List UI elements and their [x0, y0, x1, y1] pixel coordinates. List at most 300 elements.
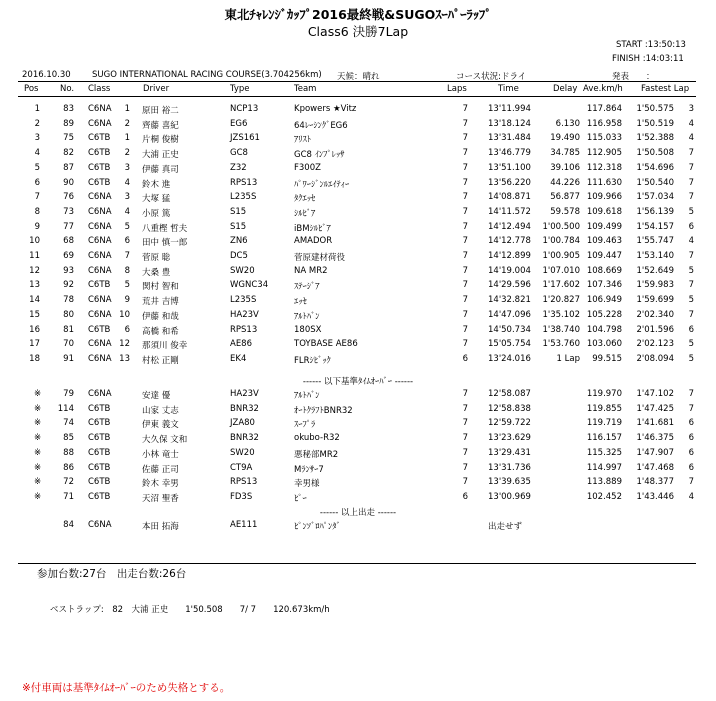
cell-fastest: 2'08.094: [636, 353, 674, 364]
cell-cpos: 8: [124, 265, 130, 276]
cell-time: 14'12.494: [488, 221, 531, 232]
cell-pos: 5: [34, 162, 40, 173]
entries-count: 参加台数:27台 出走台数:26台: [37, 568, 187, 580]
cell-team: GC8 ｲﾝﾌﾟﾚｯｻ: [294, 150, 345, 161]
cell-time: 12'58.838: [488, 403, 531, 414]
cell-type: L235S: [230, 295, 257, 306]
cell-time: 13'24.016: [488, 353, 531, 364]
cell-laps: 7: [462, 192, 468, 203]
cell-type: L235S: [230, 192, 257, 203]
cell-fastest: 1'56.139: [636, 206, 674, 217]
cell-ave: 102.452: [586, 491, 622, 502]
cell-team: 幸男様: [294, 479, 320, 490]
cell-mark: ※: [34, 403, 42, 414]
cell-team: iBMｼﾙﾋﾞｱ: [294, 223, 331, 234]
cell-flap: 7: [688, 389, 694, 399]
cell-driver: 伊藤 和哉: [142, 311, 179, 322]
cell-type: EG6: [230, 118, 248, 129]
cell-no: 72: [63, 477, 74, 488]
cell-type: BNR32: [230, 433, 259, 444]
cell-type: JZA80: [230, 418, 255, 429]
cell-laps: 7: [462, 324, 468, 335]
cell-no: 83: [63, 104, 74, 114]
cell-laps: 7: [462, 133, 468, 144]
cell-delay: 1'00.500: [542, 221, 580, 232]
col-fastest: Fastest Lap: [641, 84, 690, 94]
col-ave: Ave.km/h: [583, 84, 623, 94]
col-delay: Delay: [553, 84, 578, 94]
cell-time: 13'11.994: [488, 104, 531, 114]
cell-pos: 6: [34, 177, 40, 188]
cell-class: C6TB: [88, 177, 111, 188]
cell-team: ｵｰﾄｸﾗﾌﾄBNR32: [294, 405, 353, 416]
cell-type: DC5: [230, 251, 248, 261]
cell-fastest: 1'59.983: [636, 280, 674, 291]
cell-flap: 7: [688, 162, 694, 173]
cell-flap: 6: [688, 324, 694, 335]
cell-flap: 7: [688, 148, 694, 159]
cell-type: BNR32: [230, 403, 259, 414]
cell-cpos: 1: [124, 104, 130, 114]
cell-no: 69: [63, 251, 74, 261]
cell-type: S15: [230, 221, 247, 232]
cell-time: 14'47.096: [488, 309, 531, 320]
cell-mark: ※: [34, 491, 42, 502]
cell-delay: 1'17.602: [542, 280, 580, 291]
cell-flap: 7: [688, 177, 694, 188]
cell-pos: 16: [29, 324, 40, 335]
cell-team: ｱﾘｽﾄ: [294, 135, 312, 146]
cell-delay: 59.578: [550, 206, 580, 217]
cell-laps: 6: [462, 491, 468, 502]
cell-fastest: 1'55.747: [636, 236, 674, 247]
cell-laps: 7: [462, 221, 468, 232]
cell-fastest: 1'47.468: [636, 462, 674, 473]
cell-flap: 7: [688, 251, 694, 261]
cell-delay: 1'35.102: [542, 309, 580, 320]
cell-delay: 39.106: [550, 162, 580, 173]
cell-mark: ※: [34, 447, 42, 458]
cell-team: ｼﾙﾋﾞｱ: [294, 208, 316, 219]
cell-type: AE111: [230, 520, 258, 530]
cell-laps: 7: [462, 206, 468, 217]
track-condition: コース状況:ドライ: [456, 72, 527, 82]
cell-team: TOYBASE AE86: [294, 339, 358, 350]
page-subtitle: Class6 決勝7Lap: [307, 24, 409, 39]
cell-ave: 115.325: [586, 447, 622, 458]
cell-time: 14'50.734: [488, 324, 531, 335]
cell-class: C6TB: [88, 491, 111, 502]
cell-no: 80: [63, 309, 74, 320]
cell-ave: 104.798: [586, 324, 622, 335]
cell-cpos: 10: [119, 309, 130, 320]
cell-class: C6NA: [88, 118, 112, 129]
cell-time: 13'56.220: [488, 177, 531, 188]
dns-separator: ------ 以上出走 ------: [319, 508, 397, 518]
cell-time: 13'51.100: [488, 162, 531, 173]
cell-pos: 9: [34, 221, 40, 232]
cell-driver: 大久保 文和: [142, 435, 188, 446]
cell-mark: ※: [34, 477, 42, 488]
cell-time: 15'05.754: [488, 339, 531, 350]
cell-cpos: 3: [124, 162, 130, 173]
cell-time: 12'58.087: [488, 389, 531, 399]
cell-type: HA23V: [230, 309, 259, 320]
cell-time: 14'08.871: [488, 192, 531, 203]
cell-class: C6TB: [88, 324, 111, 335]
cell-pos: 13: [29, 280, 40, 291]
cell-no: 88: [63, 447, 74, 458]
cell-team: ｱﾙﾄﾊﾞﾝ: [294, 311, 320, 322]
cell-time: 13'29.431: [488, 447, 531, 458]
cell-driver: 高橋 和希: [142, 326, 179, 337]
cell-time: 13'00.969: [488, 491, 531, 502]
cell-class: C6NA: [88, 520, 112, 530]
cell-fastest: 1'48.377: [636, 477, 674, 488]
course-name: SUGO INTERNATIONAL RACING COURSE(3.704256km): [92, 70, 322, 80]
cell-type: ZN6: [230, 236, 248, 247]
cell-delay: 34.785: [550, 148, 580, 159]
cell-class: C6NA: [88, 206, 112, 217]
cell-fastest: 1'47.907: [636, 447, 674, 458]
summary-rule: [18, 563, 696, 564]
cell-ave: 115.033: [586, 133, 622, 144]
cell-class: C6NA: [88, 353, 112, 364]
cell-flap: 4: [688, 236, 694, 247]
cell-cpos: 13: [119, 353, 130, 364]
cell-fastest: 1'50.575: [636, 104, 674, 114]
cell-class: C6TB: [88, 477, 111, 488]
cell-pos: 12: [29, 265, 40, 276]
cell-driver: 関村 智和: [142, 282, 179, 293]
cell-driver: 伊藤 真司: [142, 164, 179, 175]
cell-ave: 99.515: [592, 353, 622, 364]
cell-ave: 119.970: [586, 389, 622, 399]
cell-team: 180SX: [294, 324, 322, 335]
cell-delay: 19.490: [550, 133, 580, 144]
cell-delay: 1 Lap: [556, 353, 580, 364]
cell-laps: 7: [462, 148, 468, 159]
cell-type: WGNC34: [230, 280, 269, 291]
cell-type: Z32: [230, 162, 247, 173]
cell-ave: 108.669: [586, 265, 622, 276]
disqualification-note: ※付車両は基準ﾀｲﾑｵｰﾊﾞｰのため失格とする。: [22, 682, 231, 694]
col-class: Class: [88, 84, 111, 94]
cell-time: 13'46.779: [488, 148, 531, 159]
cell-class: C6TB: [88, 403, 111, 414]
cell-driver: 大浦 正史: [142, 150, 179, 161]
cell-class: C6TB: [88, 162, 111, 173]
cell-flap: 5: [688, 295, 694, 306]
cell-driver: 那須川 俊幸: [142, 341, 188, 352]
cell-no: 73: [63, 206, 74, 217]
cell-ave: 113.889: [586, 477, 622, 488]
cell-cpos: 6: [124, 236, 130, 247]
cell-type: S15: [230, 206, 247, 217]
cell-team: ﾋﾟｰ: [294, 493, 307, 504]
cell-driver: 大桑 豊: [142, 267, 171, 278]
cell-team: Kpowers ★Vitz: [294, 104, 357, 114]
cell-cpos: 2: [124, 148, 130, 159]
cell-status: 出走せず: [488, 522, 523, 532]
cell-team: ﾋﾟﾝｿﾞﾛﾊﾟﾝﾀﾞ: [294, 522, 341, 532]
cell-team: ｱﾙﾄﾊﾞﾝ: [294, 391, 320, 401]
col-type: Type: [230, 84, 250, 94]
cell-no: 76: [63, 192, 74, 203]
col-laps: Laps: [447, 84, 467, 94]
cell-ave: 111.630: [586, 177, 622, 188]
cell-class: C6NA: [88, 295, 112, 306]
cell-ave: 103.060: [586, 339, 622, 350]
cell-mark: ※: [34, 462, 42, 473]
cell-no: 68: [63, 236, 74, 247]
cell-laps: 6: [462, 353, 468, 364]
cell-laps: 7: [462, 389, 468, 399]
cell-ave: 107.346: [586, 280, 622, 291]
cell-delay: 1'38.740: [542, 324, 580, 335]
cell-mark: ※: [34, 418, 42, 429]
cell-no: 77: [63, 221, 74, 232]
cell-mark: ※: [34, 433, 42, 444]
cell-driver: 原田 裕二: [142, 106, 179, 116]
cell-class: C6TB: [88, 280, 111, 291]
cell-flap: 4: [688, 491, 694, 502]
cell-no: 93: [63, 265, 74, 276]
cell-team: Mﾗﾝｻｰ7: [294, 464, 324, 475]
cell-ave: 105.228: [586, 309, 622, 320]
cell-time: 14'11.572: [488, 206, 531, 217]
cell-cpos: 5: [124, 221, 130, 232]
cell-team: AMADOR: [294, 236, 333, 247]
cell-pos: 14: [29, 295, 40, 306]
cell-no: 71: [63, 491, 74, 502]
cell-fastest: 1'54.157: [636, 221, 674, 232]
finish-time: FINISH :14:03:11: [612, 54, 684, 64]
cell-team: 64ﾚｰｼﾝｸﾞEG6: [294, 120, 348, 131]
cell-time: 13'31.484: [488, 133, 531, 144]
cell-flap: 6: [688, 418, 694, 429]
cell-class: C6NA: [88, 265, 112, 276]
cell-laps: 7: [462, 236, 468, 247]
cell-fastest: 1'46.375: [636, 433, 674, 444]
cell-fastest: 1'52.649: [636, 265, 674, 276]
cell-pos: 4: [34, 148, 40, 159]
cell-ave: 112.905: [586, 148, 622, 159]
cell-delay: 6.130: [555, 118, 580, 129]
cell-cpos: 4: [124, 206, 130, 217]
col-team: Team: [294, 84, 317, 94]
cell-mark: ※: [34, 389, 42, 399]
cell-team: FLRｼﾋﾞｯｸ: [294, 355, 331, 366]
cell-cpos: 7: [124, 251, 130, 261]
cell-flap: 6: [688, 433, 694, 444]
cell-no: 90: [63, 177, 74, 188]
cell-time: 14'12.778: [488, 236, 531, 247]
cell-cpos: 4: [124, 177, 130, 188]
cell-delay: 56.877: [550, 192, 580, 203]
cell-no: 84: [63, 520, 74, 530]
cell-team: okubo-R32: [294, 433, 340, 444]
cell-laps: 7: [462, 309, 468, 320]
cell-driver: 佐藤 正司: [142, 464, 179, 475]
cell-laps: 7: [462, 251, 468, 261]
cell-delay: 1'00.784: [542, 236, 580, 247]
cell-flap: 6: [688, 462, 694, 473]
cell-cpos: 1: [124, 133, 130, 144]
cell-driver: 荒井 吉博: [142, 297, 179, 308]
cell-cpos: 3: [124, 192, 130, 203]
cell-type: JZS161: [230, 133, 260, 144]
cell-no: 92: [63, 280, 74, 291]
cell-flap: 6: [688, 447, 694, 458]
cell-class: C6TB: [88, 433, 111, 444]
cell-delay: 1'20.827: [542, 295, 580, 306]
cell-time: 13'18.124: [488, 118, 531, 129]
cell-ave: 112.318: [586, 162, 622, 173]
cell-flap: 7: [688, 192, 694, 203]
cell-pos: 17: [29, 339, 40, 350]
cell-driver: 菅原 聡: [142, 253, 171, 263]
cell-laps: 7: [462, 162, 468, 173]
cell-driver: 小林 竜士: [142, 449, 179, 460]
cell-fastest: 1'53.140: [636, 251, 674, 261]
cell-no: 81: [63, 324, 74, 335]
cell-class: C6NA: [88, 339, 112, 350]
cell-pos: 1: [34, 104, 40, 114]
cell-flap: 6: [688, 221, 694, 232]
cell-ave: 116.958: [586, 118, 622, 129]
cell-driver: 鈴木 進: [142, 179, 171, 190]
cell-fastest: 1'57.034: [636, 192, 674, 203]
cell-team: ｽｰﾌﾟﾗ: [294, 420, 316, 431]
cell-driver: 田中 慎一郎: [142, 238, 188, 249]
cell-type: CT9A: [230, 462, 253, 473]
cell-driver: 八重樫 哲夫: [142, 223, 188, 234]
cell-type: FD3S: [230, 491, 253, 502]
cell-fastest: 2'01.596: [636, 324, 674, 335]
cell-delay: 1'07.010: [542, 265, 580, 276]
cell-time: 14'19.004: [488, 265, 531, 276]
cell-type: SW20: [230, 447, 255, 458]
cell-ave: 116.157: [586, 433, 622, 444]
cell-class: C6TB: [88, 418, 111, 429]
cell-no: 78: [63, 295, 74, 306]
cell-delay: 44.226: [550, 177, 580, 188]
cell-flap: 5: [688, 206, 694, 217]
cell-cpos: 6: [124, 324, 130, 335]
cell-fastest: 1'54.696: [636, 162, 674, 173]
cell-fastest: 1'59.699: [636, 295, 674, 306]
cell-time: 13'31.736: [488, 462, 531, 473]
cell-no: 91: [63, 353, 74, 364]
cell-flap: 7: [688, 309, 694, 320]
cell-no: 74: [63, 418, 74, 429]
cell-no: 82: [63, 148, 74, 159]
header-bottom-rule: [18, 96, 696, 97]
cell-cpos: 9: [124, 295, 130, 306]
cell-no: 85: [63, 433, 74, 444]
cell-no: 70: [63, 339, 74, 350]
cell-no: 89: [63, 118, 74, 129]
best-lap: ベストラップ: 82 大浦 正史 1'50.508 7/ 7 120.673km/h: [50, 605, 330, 615]
cell-flap: 7: [688, 280, 694, 291]
cell-ave: 117.864: [586, 104, 622, 114]
cell-class: C6NA: [88, 236, 112, 247]
cell-flap: 5: [688, 339, 694, 350]
cell-flap: 3: [688, 104, 694, 114]
cell-team: ｴｯｾ: [294, 297, 307, 308]
cell-no: 86: [63, 462, 74, 473]
cell-driver: 片桐 俊樹: [142, 135, 179, 146]
cell-time: 13'23.629: [488, 433, 531, 444]
cell-class: C6NA: [88, 309, 112, 320]
cell-class: C6NA: [88, 192, 112, 203]
cell-pos: 3: [34, 133, 40, 144]
header-top-rule: [18, 81, 696, 82]
cell-fastest: 1'47.102: [636, 389, 674, 399]
cell-delay: 1'00.905: [542, 251, 580, 261]
cell-laps: 7: [462, 447, 468, 458]
cell-driver: 伊東 義文: [142, 420, 179, 431]
cell-team: ｽﾃｰｼﾞｱ: [294, 282, 320, 293]
cell-class: C6NA: [88, 221, 112, 232]
cell-team: 菅原建材荷役: [294, 253, 346, 263]
cell-flap: 7: [688, 477, 694, 488]
cell-time: 14'29.596: [488, 280, 531, 291]
col-no: No.: [60, 84, 75, 94]
cell-time: 14'32.821: [488, 295, 531, 306]
cell-type: RPS13: [230, 324, 258, 335]
cell-driver: 大塚 猛: [142, 194, 171, 205]
cell-team: F300Z: [294, 162, 321, 173]
cell-laps: 7: [462, 339, 468, 350]
cell-driver: 本田 拓海: [142, 522, 179, 532]
cell-ave: 109.463: [586, 236, 622, 247]
cell-flap: 7: [688, 403, 694, 414]
cell-fastest: 1'50.519: [636, 118, 674, 129]
cell-no: 87: [63, 162, 74, 173]
cell-fastest: 1'41.681: [636, 418, 674, 429]
cell-class: C6NA: [88, 389, 112, 399]
cell-class: C6NA: [88, 251, 112, 261]
cell-laps: 7: [462, 462, 468, 473]
cell-flap: 5: [688, 353, 694, 364]
cell-laps: 7: [462, 118, 468, 129]
cell-class: C6TB: [88, 148, 111, 159]
col-driver: Driver: [143, 84, 170, 94]
cell-ave: 109.618: [586, 206, 622, 217]
announce: 発表 ：: [612, 72, 655, 82]
page-title: 東北ﾁｬﾚﾝｼﾞｶｯﾌﾟ2016最終戦&SUGOｽｰﾊﾟｰﾗｯﾌﾟ: [224, 7, 492, 22]
cell-time: 12'59.722: [488, 418, 531, 429]
cell-laps: 7: [462, 477, 468, 488]
col-pos: Pos: [24, 84, 39, 94]
cell-laps: 7: [462, 418, 468, 429]
cell-driver: 山家 丈志: [142, 405, 179, 416]
cell-driver: 天沼 聖香: [142, 493, 179, 504]
cell-laps: 7: [462, 177, 468, 188]
cell-flap: 5: [688, 265, 694, 276]
cell-no: 75: [63, 133, 74, 144]
cell-type: NCP13: [230, 104, 259, 114]
cell-ave: 119.719: [586, 418, 622, 429]
start-time: START :13:50:13: [616, 40, 686, 50]
cell-pos: 10: [29, 236, 40, 247]
cell-class: C6TB: [88, 447, 111, 458]
cell-team: ﾀｸｴｯｾ: [294, 194, 316, 205]
cell-driver: 村松 正剛: [142, 355, 179, 366]
cell-ave: 114.997: [586, 462, 622, 473]
